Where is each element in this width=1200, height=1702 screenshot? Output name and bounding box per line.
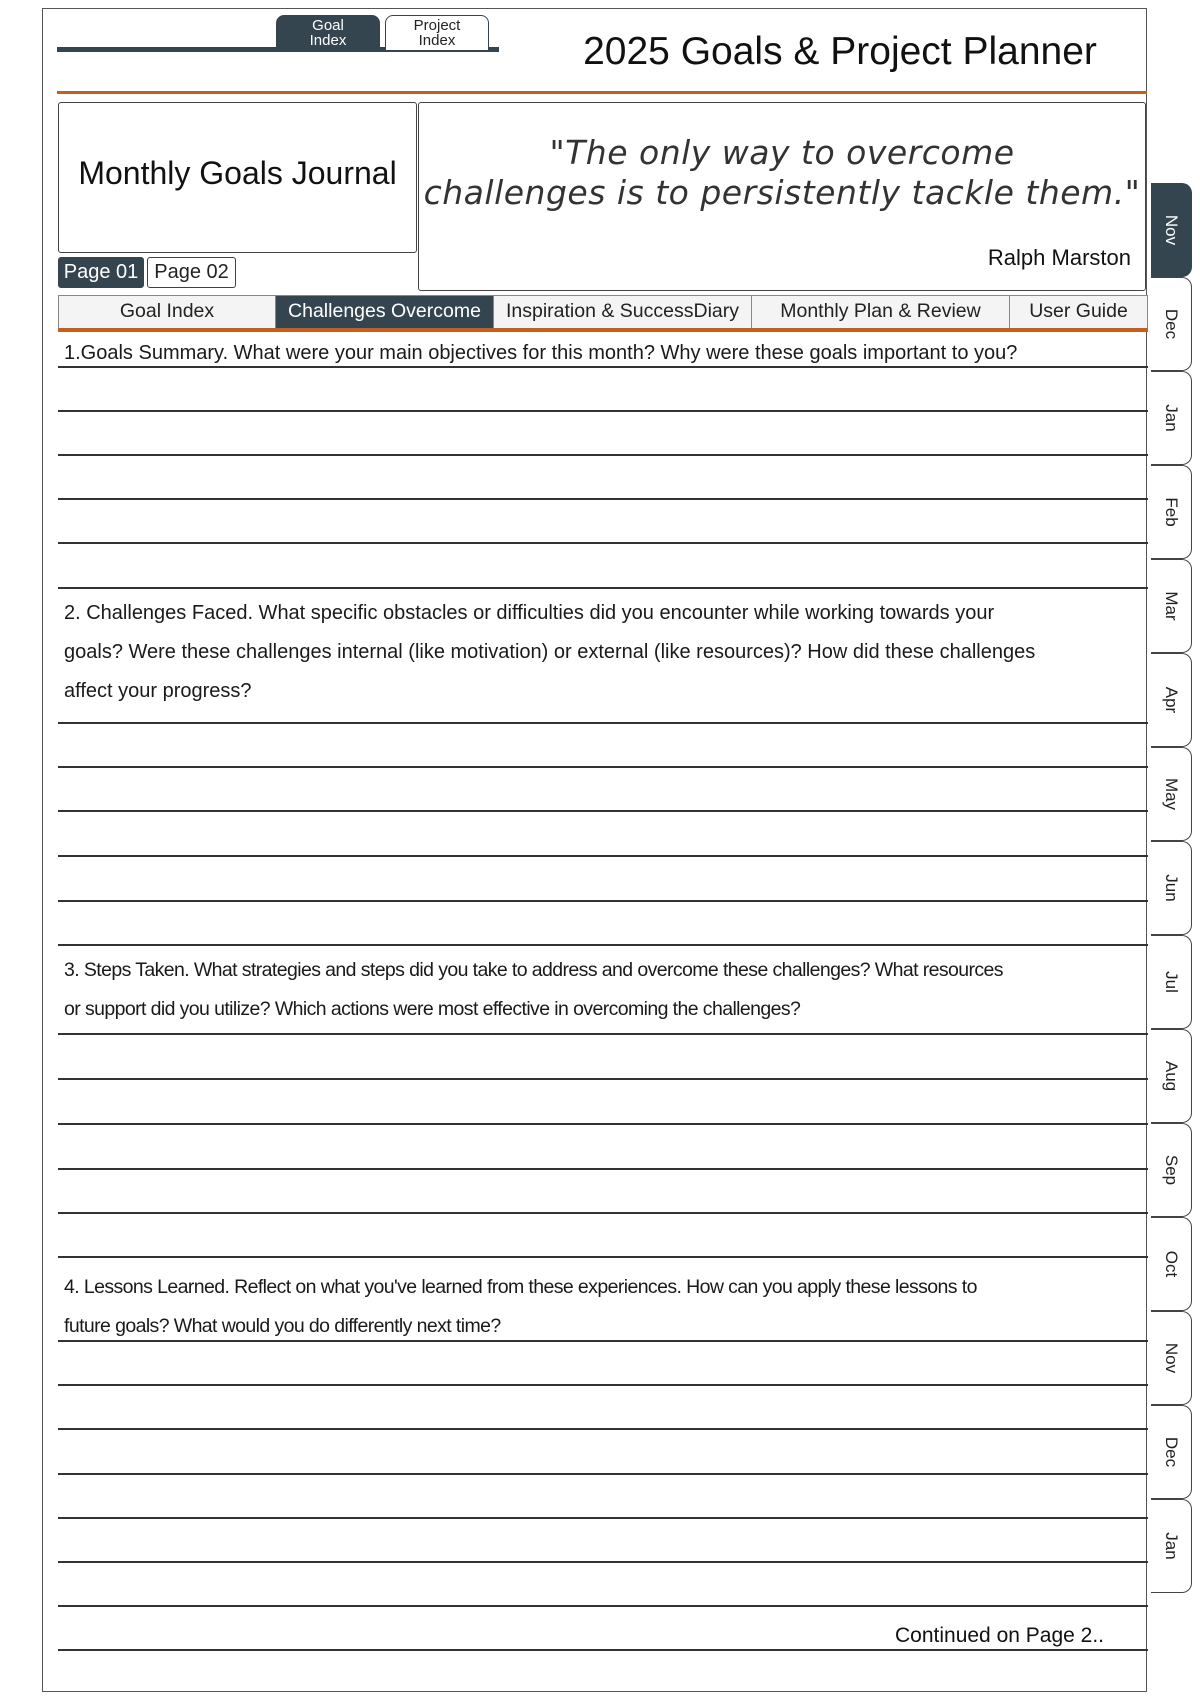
writing-line[interactable] [58, 1428, 1148, 1430]
month-label: Dec [1162, 308, 1181, 340]
quote-box [418, 102, 1146, 291]
writing-line[interactable] [58, 454, 1148, 456]
month-label: Jan [1162, 1532, 1181, 1560]
month-label: Jun [1162, 874, 1181, 902]
question-text: goals? Were these challenges internal (like motivation) or external (like resources)? How did these challenges [64, 641, 1036, 663]
month-tab-nov-next[interactable] [1151, 1311, 1192, 1405]
writing-line[interactable] [58, 1256, 1148, 1258]
writing-line[interactable] [58, 1605, 1148, 1607]
writing-line[interactable] [58, 1033, 1148, 1035]
writing-line[interactable] [58, 722, 1148, 724]
question-1 [64, 336, 1148, 370]
writing-line[interactable] [58, 900, 1148, 902]
month-tab-jan[interactable] [1151, 371, 1192, 465]
page-title: 2025 Goals & Project Planner [583, 30, 1097, 73]
question-text: future goals? What would you do differently next time? [64, 1315, 501, 1337]
writing-line[interactable] [58, 766, 1148, 768]
quote-text [419, 133, 1145, 213]
month-tab-oct[interactable] [1151, 1217, 1192, 1311]
question-text: affect your progress? [64, 680, 252, 702]
writing-line[interactable] [58, 366, 1148, 368]
orange-divider [57, 91, 1147, 94]
tab-label: Project [413, 17, 461, 34]
question-4 [64, 1268, 1148, 1346]
journal-title-box [58, 102, 417, 253]
month-label: Nov [1162, 214, 1181, 246]
question-text: 4. Lessons Learned. Reflect on what you've learned from these experiences. How can you apply these lessons to [64, 1276, 977, 1298]
writing-line[interactable] [58, 855, 1148, 857]
section-nav [58, 295, 1148, 328]
month-label: Oct [1162, 1250, 1181, 1278]
writing-line[interactable] [58, 542, 1148, 544]
writing-line[interactable] [58, 587, 1148, 589]
journal-title: Monthly Goals Journal [78, 155, 397, 191]
writing-line[interactable] [58, 1561, 1148, 1563]
month-label: Dec [1162, 1436, 1181, 1468]
quote-author: Ralph Marston [987, 245, 1131, 270]
page-02-button[interactable]: Page 02 [147, 257, 236, 288]
quote-line: "The only way to overcome [549, 133, 1015, 172]
writing-line[interactable] [58, 498, 1148, 500]
month-tab-nov[interactable] [1151, 183, 1192, 277]
tab-project-index[interactable] [385, 15, 489, 50]
month-tab-dec[interactable] [1151, 277, 1192, 371]
writing-line[interactable] [58, 944, 1148, 946]
month-tab-may[interactable] [1151, 747, 1192, 841]
month-label: Jan [1162, 404, 1181, 432]
writing-line[interactable] [58, 1649, 1148, 1651]
question-2 [64, 594, 1148, 711]
month-tab-jan-next[interactable] [1151, 1499, 1192, 1593]
month-tab-dec-next[interactable] [1151, 1405, 1192, 1499]
month-tab-jul[interactable] [1151, 935, 1192, 1029]
writing-line[interactable] [58, 1212, 1148, 1214]
month-tab-apr[interactable] [1151, 653, 1192, 747]
question-text: 3. Steps Taken. What strategies and steps did you take to address and overcome these challenges? What resources [64, 959, 1003, 981]
month-label: May [1162, 777, 1181, 811]
tab-label: Index [418, 32, 456, 49]
month-tab-feb[interactable] [1151, 465, 1192, 559]
month-label: Aug [1162, 1060, 1181, 1092]
page-01-button[interactable]: Page 01 [58, 257, 144, 288]
month-label: Apr [1162, 686, 1181, 714]
nav-inspiration-success-diary[interactable]: Inspiration & SuccessDiary [494, 296, 752, 328]
nav-goal-index[interactable]: Goal Index [58, 296, 276, 328]
month-tab-aug[interactable] [1151, 1029, 1192, 1123]
nav-monthly-plan-review[interactable]: Monthly Plan & Review [752, 296, 1010, 328]
writing-line[interactable] [58, 1473, 1148, 1475]
writing-line[interactable] [58, 1340, 1148, 1342]
month-label: Sep [1162, 1154, 1181, 1186]
month-label: Feb [1162, 497, 1181, 527]
writing-line[interactable] [58, 1517, 1148, 1519]
nav-user-guide[interactable]: User Guide [1010, 296, 1148, 328]
month-tab-sep[interactable] [1151, 1123, 1192, 1217]
tab-label: Index [309, 32, 347, 49]
month-label: Nov [1162, 1342, 1181, 1374]
month-tab-mar[interactable] [1151, 559, 1192, 653]
month-tab-jun[interactable] [1151, 841, 1192, 935]
writing-line[interactable] [58, 1078, 1148, 1080]
tab-goal-index[interactable] [276, 15, 380, 50]
writing-line[interactable] [58, 1168, 1148, 1170]
writing-line[interactable] [58, 1384, 1148, 1386]
continued-link[interactable]: Continued on Page 2.. [895, 1624, 1104, 1647]
writing-line[interactable] [58, 410, 1148, 412]
question-text: 2. Challenges Faced. What specific obstacles or difficulties did you encounter while working towards your [64, 602, 995, 624]
nav-challenges-overcome[interactable]: Challenges Overcome [276, 296, 494, 328]
nav-underline [58, 328, 1148, 332]
tab-label: Goal [312, 17, 344, 34]
month-label: Mar [1162, 591, 1181, 621]
writing-line[interactable] [58, 1123, 1148, 1125]
quote-line: challenges is to persistently tackle them." [423, 173, 1141, 212]
question-text: 1.Goals Summary. What were your main objectives for this month? Why were these goals important to you? [64, 342, 1018, 364]
month-label: Jul [1162, 971, 1181, 993]
writing-line[interactable] [58, 810, 1148, 812]
question-3 [64, 951, 1148, 1029]
question-text: or support did you utilize? Which actions were most effective in overcoming the challenges? [64, 998, 801, 1020]
